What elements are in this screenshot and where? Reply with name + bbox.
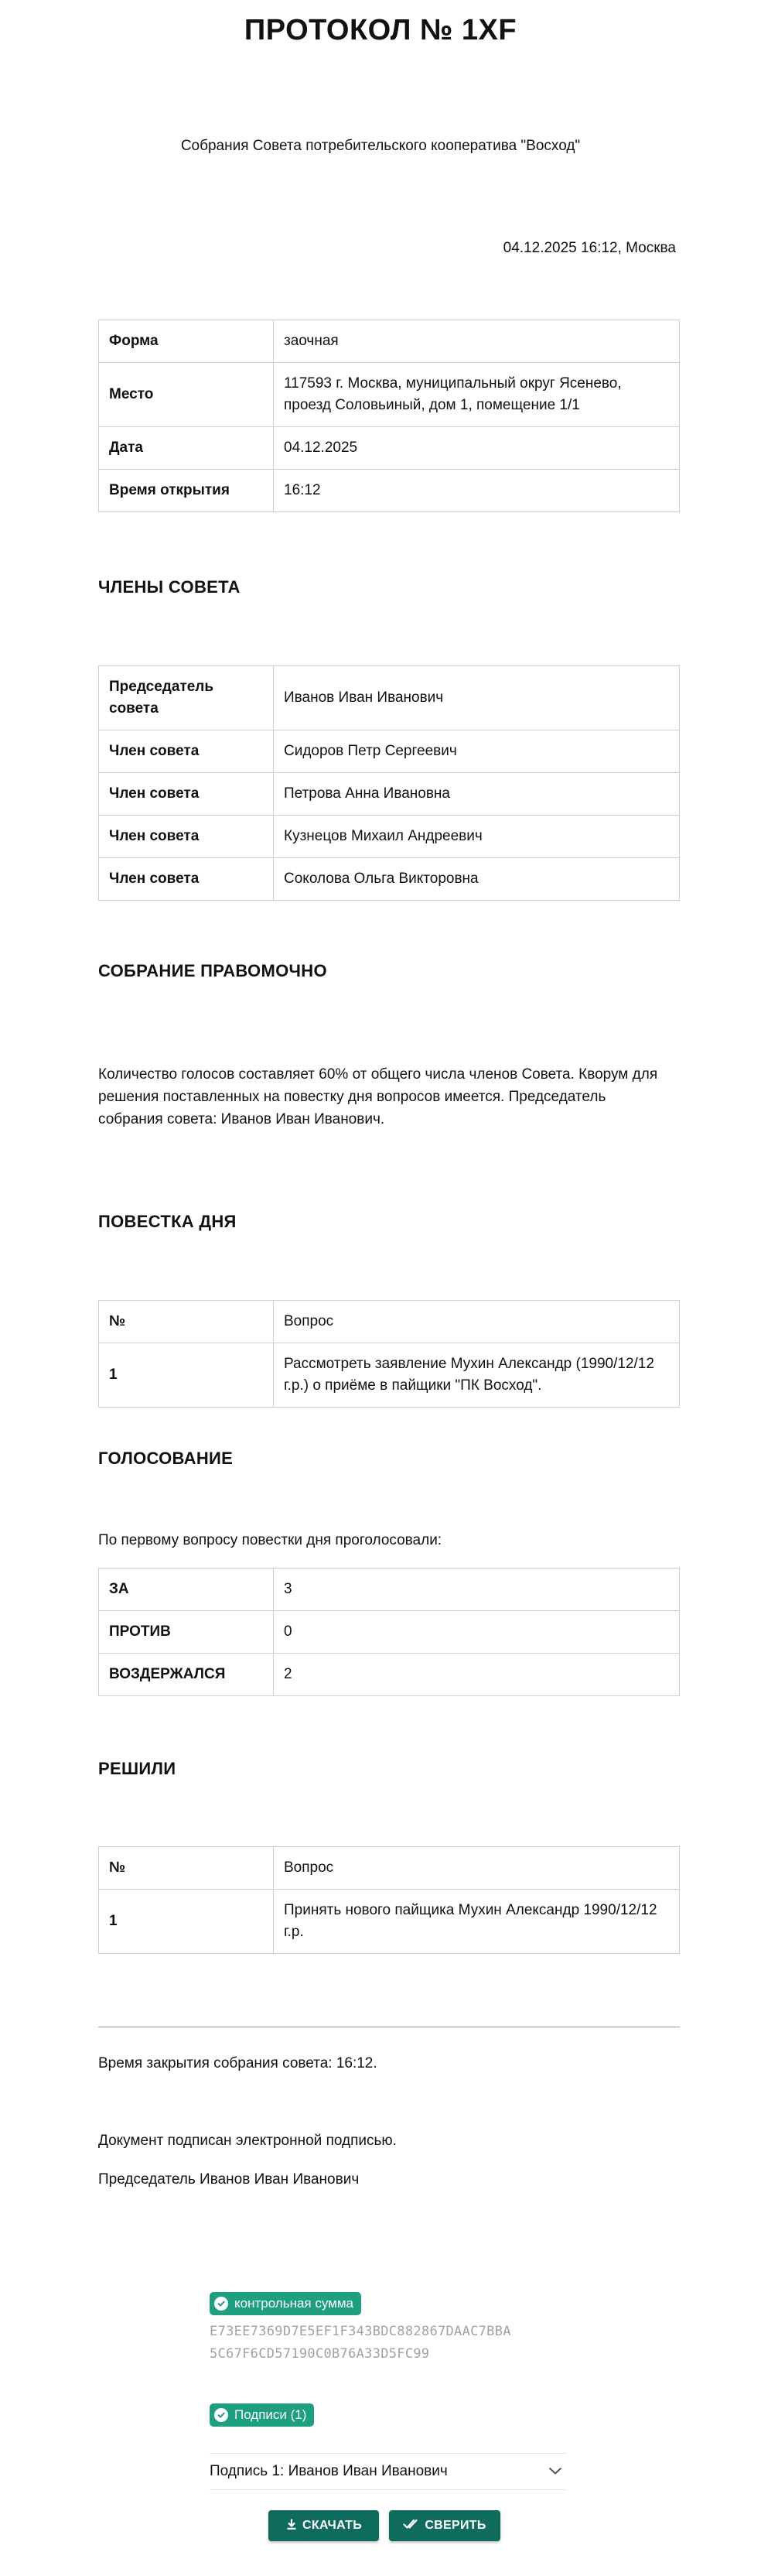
decided-num: 1 <box>99 1890 274 1954</box>
close-time: Время закрытия собрания совета: 16:12. <box>98 2055 377 2071</box>
signatures-badge <box>210 2403 314 2427</box>
member-name: Соколова Ольга Викторовна <box>274 858 680 901</box>
info-key: Дата <box>99 427 274 470</box>
info-table <box>98 320 680 512</box>
decided-text: Принять нового пайщика Мухин Александр 1990/12/12 г.р. <box>274 1890 680 1954</box>
info-key: Место <box>99 363 274 427</box>
voting-heading: ГОЛОСОВАНИЕ <box>98 1449 234 1468</box>
quorum-text: Количество голосов составляет 60% от общего числа членов Совета. Кворум для решения поставленных на повестку дня вопросов имеется. Председатель собрания совета: Иванов Иван Иванович. <box>98 1066 658 1127</box>
member-role: Член совета <box>99 858 274 901</box>
decided-heading: РЕШИЛИ <box>98 1759 176 1778</box>
col-question-header: Вопрос <box>274 1847 680 1890</box>
table-row <box>99 858 680 901</box>
signature-row-label: Подпись 1: Иванов Иван Иванович <box>210 2463 448 2479</box>
member-role: Председатель совета <box>99 666 274 730</box>
table-row <box>99 1343 680 1408</box>
members-table <box>98 665 680 901</box>
download-button[interactable] <box>268 2510 379 2541</box>
info-key: Форма <box>99 320 274 363</box>
info-value: заочная <box>274 320 680 363</box>
check-icon <box>214 2408 228 2422</box>
signed-note: Документ подписан электронной подписью. <box>98 2133 397 2149</box>
vote-value: 2 <box>274 1654 680 1696</box>
col-question-header: Вопрос <box>274 1301 680 1343</box>
vote-value: 0 <box>274 1611 680 1654</box>
member-role: Член совета <box>99 730 274 773</box>
signature-row[interactable] <box>210 2453 567 2490</box>
checksum-value: E73EE7369D7E5EF1F343BDC882867DAAC7BBA5C67F6CD57190C0B76A33D5FC99 <box>210 2324 511 2362</box>
table-row <box>99 363 680 427</box>
table-row <box>99 1611 680 1654</box>
table-row <box>99 773 680 816</box>
agenda-num: 1 <box>99 1343 274 1408</box>
member-name: Сидоров Петр Сергеевич <box>274 730 680 773</box>
table-row <box>99 730 680 773</box>
download-button-label: СКАЧАТЬ <box>302 2519 363 2532</box>
verify-button[interactable] <box>389 2510 500 2541</box>
members-heading: ЧЛЕНЫ СОВЕТА <box>98 577 241 597</box>
agenda-text: Рассмотреть заявление Мухин Александр (1990/12/12 г.р.) о приёме в пайщики "ПК Восход". <box>274 1343 680 1408</box>
chevron-down-icon[interactable] <box>548 2463 562 2480</box>
table-row <box>99 666 680 730</box>
decided-table <box>98 1846 680 1954</box>
table-row <box>99 1654 680 1696</box>
table-row <box>99 1847 680 1890</box>
checksum-block <box>210 2292 567 2366</box>
table-row <box>99 320 680 363</box>
page-subtitle: Собрания Совета потребительского кооператива "Восход" <box>180 138 581 154</box>
table-row <box>99 1890 680 1954</box>
table-row <box>99 1301 680 1343</box>
info-value: 16:12 <box>274 470 680 512</box>
info-value: 117593 г. Москва, муниципальный округ Ясенево, проезд Соловьиный, дом 1, помещение 1/1 <box>274 363 680 427</box>
vote-label: ПРОТИВ <box>99 1611 274 1654</box>
member-name: Петрова Анна Ивановна <box>274 773 680 816</box>
col-num-header: № <box>99 1847 274 1890</box>
date-place: 04.12.2025 16:12, Москва <box>503 240 676 256</box>
member-role: Член совета <box>99 816 274 858</box>
member-role: Член совета <box>99 773 274 816</box>
chairman-line: Председатель Иванов Иван Иванович <box>98 2171 360 2188</box>
check-icon <box>214 2297 228 2311</box>
voting-table <box>98 1568 680 1696</box>
member-name: Кузнецов Михаил Андреевич <box>274 816 680 858</box>
page-title: ПРОТОКОЛ № 1XF <box>244 14 517 46</box>
verify-button-label: СВЕРИТЬ <box>425 2519 486 2532</box>
vote-label: ЗА <box>99 1569 274 1611</box>
info-key: Время открытия <box>99 470 274 512</box>
voting-intro: По первому вопросу повестки дня проголосовали: <box>98 1532 442 1548</box>
checksum-badge <box>210 2292 361 2315</box>
vote-label: ВОЗДЕРЖАЛСЯ <box>99 1654 274 1696</box>
info-value: 04.12.2025 <box>274 427 680 470</box>
agenda-table <box>98 1300 680 1408</box>
col-num-header: № <box>99 1301 274 1343</box>
agenda-heading: ПОВЕСТКА ДНЯ <box>98 1212 237 1231</box>
signatures-block <box>210 2403 567 2427</box>
table-row <box>99 816 680 858</box>
download-icon <box>285 2518 298 2534</box>
table-row <box>99 1569 680 1611</box>
double-check-icon <box>403 2518 420 2534</box>
quorum-heading: СОБРАНИЕ ПРАВОМОЧНО <box>98 961 327 980</box>
vote-value: 3 <box>274 1569 680 1611</box>
member-name: Иванов Иван Иванович <box>274 666 680 730</box>
signatures-badge-label: Подписи (1) <box>234 2407 307 2422</box>
table-row <box>99 427 680 470</box>
checksum-badge-label: контрольная сумма <box>234 2296 353 2311</box>
table-row <box>99 470 680 512</box>
